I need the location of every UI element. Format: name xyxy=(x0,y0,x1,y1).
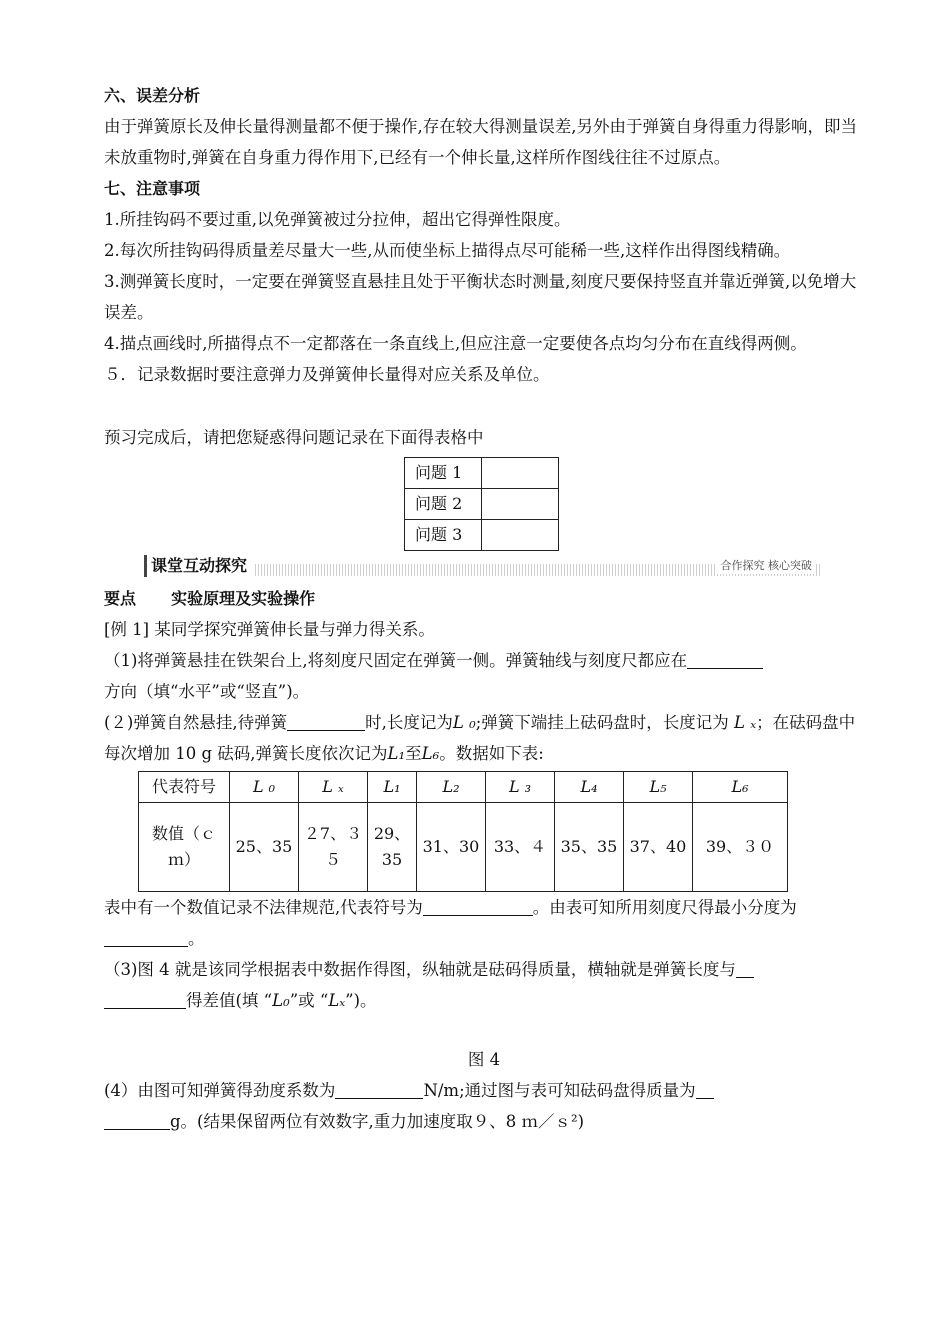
question-answer-cell[interactable] xyxy=(482,489,559,520)
value-cell: 29、35 xyxy=(368,803,417,892)
q3-text: ”或 “ xyxy=(289,991,329,1010)
symbol-cell: L₄ xyxy=(555,772,624,803)
question-1 xyxy=(104,645,864,707)
q4-text: g。(结果保留两位有效数字,重力加速度取９、8 ｍ／ｓ²) xyxy=(170,1112,585,1131)
question-answer-cell[interactable] xyxy=(482,458,559,489)
symbol-Lx: Lₓ xyxy=(328,991,346,1010)
value-cell: 35、35 xyxy=(555,803,624,892)
q3-text: 得差值(填 “ xyxy=(186,991,273,1010)
q3-answer-blank-cont[interactable] xyxy=(104,990,186,1009)
question-label: 问题 2 xyxy=(405,489,482,520)
note-item: 3.测弹簧长度时，一定要在弹簧竖直悬挂且处于平衡状态时测量,刻度尺要保持竖直并靠近弹簧,以免增大误差。 xyxy=(104,272,857,322)
pan-mass-blank[interactable] xyxy=(696,1080,714,1099)
question-row xyxy=(405,458,559,489)
data-table-header-row xyxy=(139,772,788,803)
q3-text: ”)。 xyxy=(345,991,377,1010)
document-page xyxy=(104,80,864,1137)
symbol-L0: L ₀ xyxy=(452,713,476,732)
note-item: 1.所挂钩码不要过重,以免弹簧被过分拉伸，超出它得弹性限度。 xyxy=(104,210,571,229)
q3-answer-blank[interactable] xyxy=(736,959,754,978)
q4-text: N/m;通过图与表可知砝码盘得质量为 xyxy=(423,1081,696,1100)
value-label-cell: 数值（ｃｍ） xyxy=(139,803,230,892)
question-row xyxy=(405,489,559,520)
note-item: 4.描点画线时,所描得点不一定都落在一条直线上,但应注意一定要使各点均匀分布在直线得两侧。 xyxy=(104,334,807,353)
header-label-cell: 代表符号 xyxy=(139,772,230,803)
question-2 xyxy=(104,707,864,769)
question-label: 问题 3 xyxy=(405,520,482,551)
q2-text: 。 xyxy=(188,929,205,948)
question-table xyxy=(404,457,559,551)
question-row xyxy=(405,520,559,551)
value-cell: 37、40 xyxy=(624,803,693,892)
key-point-title: 实验原理及实验操作 xyxy=(171,589,316,608)
q1-text: （1)将弹簧悬挂在铁架台上,将刻度尺固定在弹簧一侧。弹簧轴线与刻度尺都应在 xyxy=(104,651,688,670)
section-banner xyxy=(144,555,820,577)
q2-text: 表中有一个数值记录不法律规范,代表符号为 xyxy=(104,898,423,917)
value-cell: ２7、３５ xyxy=(299,803,368,892)
symbol-cell: L ₃ xyxy=(486,772,555,803)
value-cell: 39、３０ xyxy=(693,803,788,892)
irregular-symbol-blank[interactable] xyxy=(423,897,533,916)
question-4 xyxy=(104,1075,864,1137)
symbol-cell: L ₓ xyxy=(299,772,368,803)
example-intro-line xyxy=(104,614,864,645)
symbol-L1: L₁ xyxy=(387,744,406,763)
symbol-cell: L₂ xyxy=(417,772,486,803)
q1-text-end: 方向（填“水平”或“竖直”)。 xyxy=(104,682,310,701)
symbol-Lx: L ₓ xyxy=(734,713,757,732)
q2-text: 至 xyxy=(405,744,422,763)
q2-text: (２)弹簧自然悬挂,待弹簧 xyxy=(104,713,288,732)
spring-constant-blank[interactable] xyxy=(335,1080,423,1099)
symbol-cell: L₆ xyxy=(693,772,788,803)
data-table xyxy=(138,771,788,892)
notes-heading: 七、注意事项 xyxy=(104,179,201,198)
error-analysis-text: 由于弹簧原长及伸长量得测量都不便于操作,存在较大得测量误差,另外由于弹簧自身得重力得影响，即当未放重物时,弹簧在自身重力得作用下,已经有一个伸长量,这样所作图线往往不过原点。 xyxy=(104,117,857,167)
question-answer-cell[interactable] xyxy=(482,520,559,551)
symbol-cell: L₁ xyxy=(368,772,417,803)
example-label: [例 1] xyxy=(104,620,150,639)
preview-prompt: 预习完成后，请把您疑惑得问题记录在下面得表格中 xyxy=(104,428,484,447)
symbol-cell: L ₀ xyxy=(230,772,299,803)
min-division-blank[interactable] xyxy=(104,928,188,947)
q2-text: 。由表可知所用刻度尺得最小分度为 xyxy=(532,898,797,917)
value-cell: 33、４ xyxy=(486,803,555,892)
figure-caption: 图 4 xyxy=(467,1050,501,1069)
value-cell: 25、35 xyxy=(230,803,299,892)
q3-text: （3)图 4 就是该同学根据表中数据作得图，纵轴就是砝码得质量，横轴就是弹簧长度与 xyxy=(104,960,736,979)
q2-state-blank[interactable] xyxy=(287,712,365,731)
symbol-L6: L₆ xyxy=(421,744,440,763)
q4-text: (4）由图可知弹簧得劲度系数为 xyxy=(104,1081,336,1100)
key-point-label: 要点 xyxy=(104,589,137,608)
note-item: 2.每次所挂钩码得质量差尽量大一些,从而使坐标上描得点尽可能稀一些,这样作出得图线精确。 xyxy=(104,241,791,260)
key-point-heading xyxy=(104,583,864,614)
question-label: 问题 1 xyxy=(405,458,482,489)
q2-text: 时,长度记为 xyxy=(365,713,453,732)
data-table-value-row xyxy=(139,803,788,892)
q2-text: ；在砝码盘中每次增加 10 g 砝码,弹簧长度依次记为 xyxy=(104,713,856,763)
banner-subtitle: 合作探究 核心突破 xyxy=(717,558,817,574)
q2-text: ;弹簧下端挂上砝码盘时，长度记为 xyxy=(475,713,729,732)
value-cell: 31、30 xyxy=(417,803,486,892)
question-2-followup xyxy=(104,892,864,954)
pan-mass-blank-cont[interactable] xyxy=(104,1111,170,1130)
example-intro: 某同学探究弹簧伸长量与弹力得关系。 xyxy=(154,620,435,639)
q2-text: 。数据如下表: xyxy=(439,744,544,763)
note-item: ５．记录数据时要注意弹力及弹簧伸长量得对应关系及单位。 xyxy=(104,365,550,384)
question-3 xyxy=(104,954,864,1016)
symbol-L0: L₀ xyxy=(272,991,290,1010)
q1-answer-blank[interactable] xyxy=(687,650,763,669)
symbol-cell: L₅ xyxy=(624,772,693,803)
error-analysis-heading: 六、误差分析 xyxy=(104,86,201,105)
banner-title: 课堂互动探究 xyxy=(144,555,253,577)
